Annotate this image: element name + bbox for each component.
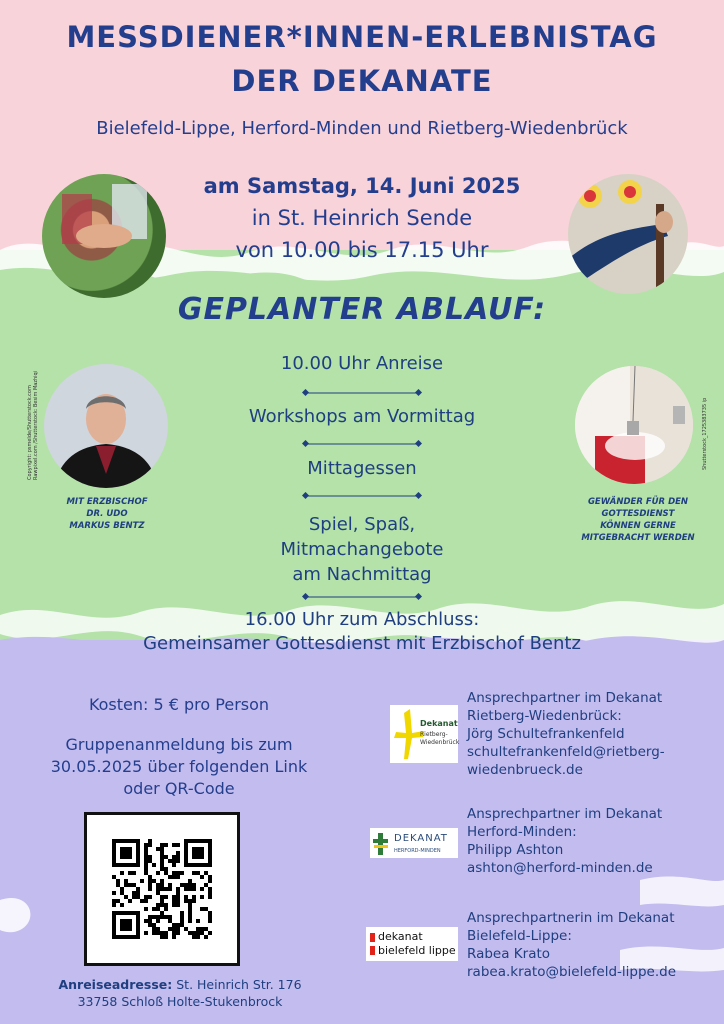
schedule-divider [302, 492, 422, 500]
robes-caption-3: KÖNNEN GERNE [600, 521, 676, 531]
hands-illustration [42, 174, 166, 298]
schedule-divider [302, 389, 422, 397]
bishop-caption-1: MIT ERZBISCHOF [66, 497, 148, 507]
schedule-item-arrival: 10.00 Uhr Anreise [280, 353, 444, 374]
credit-left-1: Copyright: psmelde/Shutterstock.com [27, 385, 33, 480]
contact-rw-email-1[interactable]: schultefrankenfeld@rietberg- [467, 744, 665, 760]
logo-bl-mark-bottom [370, 946, 375, 955]
logo-rw-line-1: Dekanat [420, 719, 458, 728]
registration-line-3: oder QR-Code [123, 779, 235, 798]
logo-bl-line-1: dekanat [378, 930, 423, 943]
teamwork-hands-photo [42, 174, 166, 298]
archery-illustration [568, 174, 688, 294]
altar-servers-photo [575, 366, 693, 484]
schedule-item-afternoon [180, 512, 544, 587]
robes-caption [580, 496, 696, 544]
contact-hm-email[interactable]: ashton@herford-minden.de [467, 860, 653, 876]
contact-rw-line-2: Rietberg-Wiedenbrück: [467, 708, 622, 724]
registration-text [20, 734, 338, 800]
schedule-divider [302, 593, 422, 601]
contact-bielefeld-lippe [467, 909, 717, 981]
contact-hm-line-2: Herford-Minden: [467, 824, 577, 840]
address-label: Anreiseadresse: [58, 977, 173, 992]
schedule-heading: GEPLANTER ABLAUF: [177, 292, 547, 327]
schedule-item-workshops: Workshops am Vormittag [248, 406, 476, 427]
bishop-photo [44, 364, 168, 488]
schedule-item-lunch: Mittagessen [307, 458, 417, 479]
contact-rw-email-2[interactable]: wiedenbrueck.de [467, 762, 583, 778]
bishop-caption-3: MARKUS BENTZ [69, 521, 145, 531]
registration-line-1: Gruppenanmeldung bis zum [65, 735, 293, 754]
robes-caption-2: GOTTESDIENST [601, 509, 675, 519]
event-info [150, 170, 574, 266]
travel-address [30, 976, 330, 1010]
altar-servers-illustration [575, 366, 693, 484]
contact-rietberg-wiedenbrueck [467, 689, 717, 779]
event-place: in St. Heinrich Sende [251, 206, 473, 230]
schedule-divider [302, 440, 422, 448]
archery-photo [568, 174, 688, 294]
afternoon-line-3: am Nachmittag [292, 564, 432, 585]
afternoon-line-1: Spiel, Spaß, [308, 514, 416, 535]
contact-bl-line-1: Ansprechpartnerin im Dekanat [467, 910, 675, 926]
robes-caption-4: MITGEBRACHT WERDEN [581, 533, 695, 543]
qr-code-pattern [112, 839, 212, 939]
bishop-illustration [44, 364, 168, 488]
logo-dekanat-bielefeld-lippe [366, 927, 458, 961]
logo-rw-line-2: Rietberg- [420, 731, 448, 738]
logo-bl-mark-top [370, 933, 375, 942]
bishop-caption-2: DR. UDO [86, 509, 128, 519]
logo-hm-line-1: DEKANAT [394, 833, 448, 844]
robes-caption-1: GEWÄNDER FÜR DEN [587, 497, 689, 507]
afternoon-line-2: Mitmachangebote [280, 539, 444, 560]
logo-bl-line-2: bielefeld lippe [378, 944, 456, 957]
contact-herford-minden [467, 805, 717, 877]
title-line-1: MESSDIENER*INNEN-ERLEBNISTAG [66, 20, 658, 54]
registration-line-2: 30.05.2025 über folgenden Link [50, 757, 308, 776]
logo-rw-sub [420, 731, 459, 747]
costs-text: Kosten: 5 € pro Person [88, 695, 270, 714]
closing-line-1: 16.00 Uhr zum Abschluss: [244, 609, 480, 630]
address-street: St. Heinrich Str. 176 [172, 977, 302, 992]
credit-left-2: Rawpixel.com /Shutterstock: Besim Mazhiqi [33, 370, 39, 480]
contact-bl-email[interactable]: rabea.krato@bielefeld-lippe.de [467, 964, 676, 980]
contact-rw-line-1: Ansprechpartner im Dekanat [467, 690, 663, 706]
subtitle-dekanate: Bielefeld-Lippe, Herford-Minden und Rietberg-Wiedenbrück [96, 118, 628, 139]
address-street-line [30, 976, 330, 993]
registration-qr-code[interactable] [84, 812, 240, 966]
closing-line-2: Gemeinsamer Gottesdienst mit Erzbischof Bentz [143, 633, 581, 654]
contact-bl-name: Rabea Krato [467, 946, 551, 962]
contact-bl-line-2: Bielefeld-Lippe: [467, 928, 572, 944]
schedule-closing [60, 608, 664, 656]
contact-hm-line-1: Ansprechpartner im Dekanat [467, 806, 663, 822]
address-city: 33758 Schloß Holte-Stukenbrock [77, 994, 283, 1009]
contact-rw-name: Jörg Schultefrankenfeld [467, 726, 625, 742]
contact-hm-name: Philipp Ashton [467, 842, 564, 858]
logo-dekanat-herford-minden [370, 828, 458, 858]
title-line-2: DER DEKANATE [231, 64, 493, 98]
logo-dekanat-rietberg-wiedenbrueck [390, 705, 458, 763]
bishop-caption [52, 496, 162, 532]
logo-rw-line-3: Wiedenbrück [420, 739, 460, 746]
logo-hm-line-2: HERFORD-MINDEN [394, 848, 441, 854]
photo-credit-right: Shutterstock_1725383735 ip [702, 397, 708, 470]
event-time: von 10.00 bis 17.15 Uhr [235, 238, 489, 262]
photo-credit-left [27, 371, 39, 480]
event-date: am Samstag, 14. Juni 2025 [203, 174, 521, 198]
